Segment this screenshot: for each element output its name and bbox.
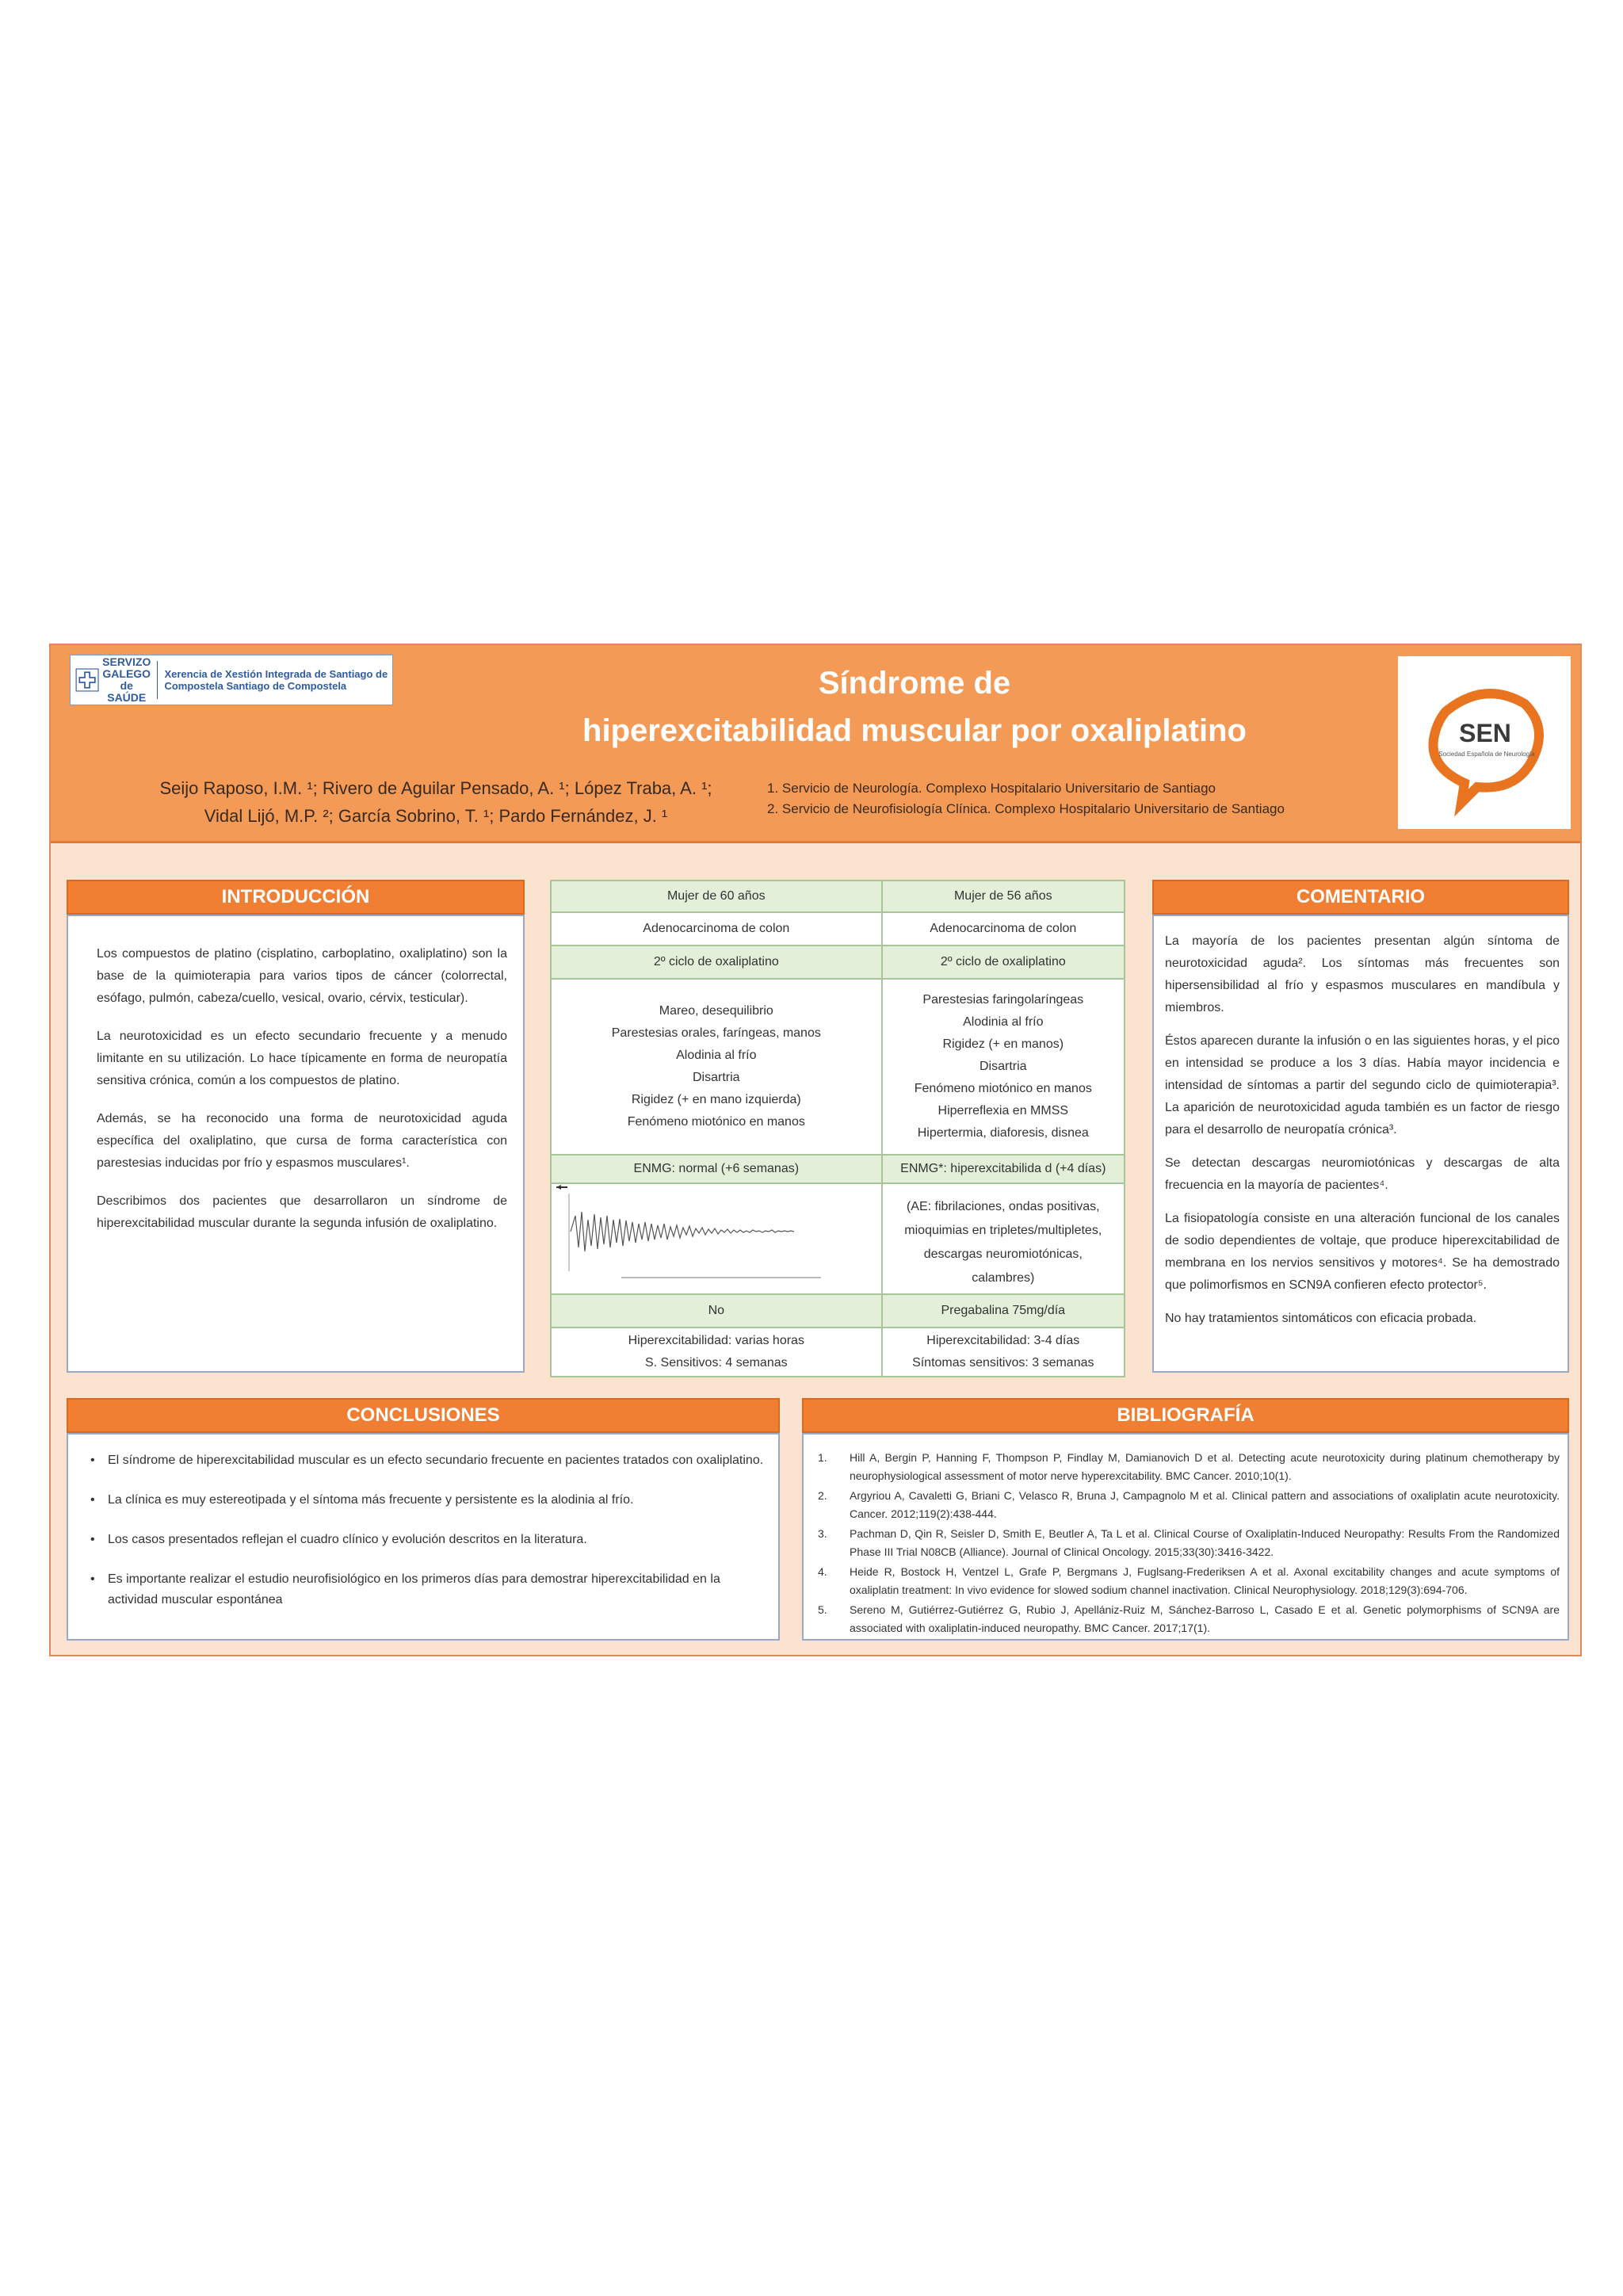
header-banner: [51, 645, 1580, 843]
case1-diagnosis: Adenocarcinoma de colon: [551, 912, 882, 946]
reference-item: [815, 1563, 1560, 1599]
case1-symptoms: [551, 979, 882, 1155]
case1-symptom: Alodinia al frío: [676, 1049, 757, 1062]
conclusion-item: • Los casos presentados reflejan el cuadro clínico y evolución descritos en la literatura.: [90, 1530, 770, 1550]
case2-diagnosis: Adenocarcinoma de colon: [882, 912, 1125, 946]
sergas-cross-icon: [75, 659, 99, 701]
reference-number: 2.: [818, 1489, 827, 1502]
bibliography-heading: BIBLIOGRAFÍA: [802, 1398, 1569, 1433]
table-row: [551, 946, 1125, 979]
case1-emg-result: ENMG: normal (+6 semanas): [552, 1156, 881, 1184]
poster-title: [447, 659, 1382, 755]
case2-symptom: Parestesias faringolaríngeas: [922, 993, 1084, 1007]
comment-paragraph-5: No hay tratamientos sintomáticos con eficacia probada.: [1165, 1312, 1477, 1325]
xerencia-name: Xerencia de Xestión Integrada de Santiago de Compostela Santiago de Compostela: [164, 668, 388, 692]
conclusions-panel: [67, 1433, 780, 1641]
case2-symptom: Hiperreflexia en MMSS: [938, 1104, 1069, 1117]
case1-duration: [551, 1328, 882, 1377]
reference-item: [815, 1487, 1560, 1523]
intro-heading: INTRODUCCIÓN: [67, 880, 525, 915]
case2-symptom: Hipertermia, diaforesis, disnea: [917, 1126, 1089, 1140]
case2-emg: [882, 1155, 1125, 1294]
reference-number: 4.: [818, 1565, 827, 1578]
case2-cycle: 2º ciclo de oxaliplatino: [882, 946, 1125, 979]
sergas-name: SERVIZO GALEGO de SAÚDE: [102, 655, 151, 704]
case1-symptom: Mareo, desequilibrio: [659, 1004, 773, 1018]
authors-line-2: Vidal Lijó, M.P. ²; García Sobrino, T. ¹; Pardo Fernández, J. ¹: [204, 806, 668, 826]
case1-symptom: Disartria: [693, 1071, 740, 1084]
case2-symptom: Alodinia al frío: [963, 1015, 1044, 1029]
intro-panel: [67, 915, 525, 1373]
conclusion-item: • El síndrome de hiperexcitabilidad muscular es un efecto secundario frecuente en pacientes tratados con oxaliplatino.: [90, 1450, 770, 1471]
intro-paragraph-3: Además, se ha reconocido una forma de neurotoxicidad aguda específica del oxaliplatino, que cursa de forma característica con parestesias inducidas por frío y espasmos musculares¹.: [97, 1112, 507, 1170]
affiliation-2: 2. Servicio de Neurofisiología Clínica. Complexo Hospitalario Universitario de Santiago: [767, 801, 1285, 816]
table-row: [551, 1328, 1125, 1377]
case2-treatment: Pregabalina 75mg/día: [882, 1294, 1125, 1328]
title-line-2: hiperexcitabilidad muscular por oxaliplatino: [582, 713, 1247, 748]
authors: [95, 774, 777, 830]
affiliations: [767, 778, 1480, 819]
comment-paragraph-2: Éstos aparecen durante la infusión o en las siguientes horas, y el pico en intensidad se produce a los 3 días. Había mayor incidencia e intensidad de síntomas a partir del segundo ciclo de quimioterapia³. La aparición de neurotoxicidad aguda también es un factor de riesgo para el desarrollo de neuropatía crónica³.: [1165, 1034, 1560, 1137]
table-row: [551, 1155, 1125, 1294]
conclusions-heading: CONCLUSIONES: [67, 1398, 780, 1433]
case2-duration: [882, 1328, 1125, 1377]
affiliation-1: 1. Servicio de Neurología. Complexo Hospitalario Universitario de Santiago: [767, 781, 1216, 796]
case1-duration-line: Hiperexcitabilidad: varias horas: [628, 1334, 804, 1347]
case2-symptoms: [882, 979, 1125, 1155]
case2-symptom: Fenómeno miotónico en manos: [914, 1082, 1092, 1095]
case1-symptom: Rigidez (+ en mano izquierda): [631, 1093, 801, 1106]
case2-emg-result: ENMG*: hiperexcitabilida d (+4 días): [883, 1156, 1124, 1184]
reference-text: Sereno M, Gutiérrez-Gutiérrez G, Rubio J, Apellániz-Ruiz M, Sánchez-Barroso L, Casado E et al. Genetic polymorphisms of SCN9A are associated with oxaliplatin-induced neuropathy. BMC Cancer. 2017;17(1).: [850, 1603, 1560, 1634]
reference-text: Hill A, Bergin P, Hanning F, Thompson P, Findlay M, Damianovich D et al. Detecting acute neurotoxicity during platinum chemotherapy by neurophysiological assessment of motor nerve hyperexcitability. BMC Cancer. 2010;10(1).: [850, 1451, 1560, 1482]
case2-emg-detail: mioquimias en tripletes/multipletes,: [904, 1224, 1102, 1237]
reference-item: [815, 1601, 1560, 1637]
emg-trace-image: [552, 1184, 832, 1286]
case1-symptom: Parestesias orales, faríngeas, manos: [611, 1026, 821, 1040]
intro-paragraph-1: Los compuestos de platino (cisplatino, carboplatino, oxaliplatino) son la base de la quimioterapia para varios tipos de cáncer (colorrectal, esófago, pulmón, cabeza/cuello, vesical, ovario, cérvix, testicular).: [97, 947, 507, 1005]
comment-panel: [1152, 915, 1569, 1373]
intro-paragraph-2: La neurotoxicidad es un efecto secundario frecuente y a menudo limitante en su utilización. Lo hace típicamente en forma de neuropatía sensitiva crónica, común a los compuestos de platino.: [97, 1030, 507, 1087]
comment-paragraph-4: La fisiopatología consiste en una alteración funcional de los canales de sodio dependientes de voltaje, que produce hiperexcitabilidad de membrana en los nervios sensitivos y motores⁴. Se ha demostrado que polimorfismos en SCN9A confieren efecto protector⁵.: [1165, 1212, 1560, 1292]
case2-duration-line: Síntomas sensitivos: 3 semanas: [912, 1356, 1094, 1370]
case2-emg-detail: calambres): [972, 1271, 1035, 1285]
comment-paragraph-3: Se detectan descargas neuromiotónicas y descargas de alta frecuencia en la mayoría de pacientes⁴.: [1165, 1156, 1560, 1192]
title-line-1: Síndrome de: [818, 666, 1011, 701]
case2-symptom: Disartria: [980, 1060, 1027, 1073]
bibliography-panel: [802, 1433, 1569, 1641]
case2-symptom: Rigidez (+ en manos): [942, 1037, 1064, 1051]
intro-paragraph-4: Describimos dos pacientes que desarrollaron un síndrome de hiperexcitabilidad muscular durante la segunda infusión de oxaliplatino.: [97, 1194, 507, 1230]
reference-text: Argyriou A, Cavaletti G, Briani C, Velasco R, Bruna J, Campagnolo M et al. Clinical pattern and associations of oxaliplatin acute neurotoxicity. Cancer. 2012;119(2):438-444.: [850, 1489, 1560, 1520]
case1-symptom: Fenómeno miotónico en manos: [627, 1115, 805, 1129]
case1-patient: Mujer de 60 años: [551, 881, 882, 912]
reference-number: 1.: [818, 1451, 827, 1464]
table-row: [551, 979, 1125, 1155]
case2-emg-detail: (AE: fibrilaciones, ondas positivas,: [906, 1200, 1100, 1213]
comment-paragraph-1: La mayoría de los pacientes presentan algún síntoma de neurotoxicidad aguda². Los síntomas más frecuentes son hipersensibilidad al frío y espasmos musculares en mandíbula y miembros.: [1165, 934, 1560, 1014]
case1-treatment: No: [551, 1294, 882, 1328]
sen-logo: [1398, 656, 1571, 829]
logo-divider: [157, 661, 158, 699]
authors-line-1: Seijo Raposo, I.M. ¹; Rivero de Aguilar Pensado, A. ¹; López Traba, A. ¹;: [159, 778, 712, 798]
case1-duration-line: S. Sensitivos: 4 semanas: [644, 1356, 788, 1370]
conclusion-item: • Es importante realizar el estudio neurofisiológico en los primeros días para demostrar hiperexcitabilidad en la actividad muscular espontánea: [90, 1569, 770, 1610]
reference-item: [815, 1449, 1560, 1485]
sen-logo-label: SEN: [1459, 719, 1511, 747]
sergas-logo: [70, 655, 393, 705]
case2-duration-line: Hiperexcitabilidad: 3-4 días: [926, 1334, 1080, 1347]
table-row: [551, 881, 1125, 912]
case2-patient: Mujer de 56 años: [882, 881, 1125, 912]
conclusion-item: • La clínica es muy estereotipada y el síntoma más frecuente y persistente es la alodinia al frío.: [90, 1490, 770, 1511]
comment-heading: COMENTARIO: [1152, 880, 1569, 915]
reference-number: 3.: [818, 1527, 827, 1540]
case2-emg-detail: descargas neuromiotónicas,: [923, 1247, 1083, 1261]
cases-table: [550, 880, 1125, 1377]
case1-emg: [551, 1155, 882, 1294]
reference-number: 5.: [818, 1603, 827, 1616]
table-row: [551, 912, 1125, 946]
sen-logo-icon: [1398, 656, 1571, 829]
reference-text: Pachman D, Qin R, Seisler D, Smith E, Beutler A, Ta L et al. Clinical Course of Oxaliplatin-Induced Neuropathy: Results From the Randomized Phase III Trial N08CB (Alliance). Journal of Clinical Oncology. 2015;33(30):3416-3422.: [850, 1527, 1560, 1558]
reference-item: [815, 1525, 1560, 1561]
reference-text: Heide R, Bostock H, Ventzel L, Grafe P, Bergmans J, Fuglsang-Frederiksen A et al. Axonal excitability changes and acute symptoms of oxaliplatin treatment: In vivo evidence for slowed sodium channel inactivation. Clinical Neurophysiology. 2018;129(3):694-706.: [850, 1565, 1560, 1596]
case2-emg-details: [883, 1184, 1124, 1290]
sen-logo-subtitle: Sociedad Española de Neurología: [1438, 751, 1535, 758]
poster: [49, 644, 1582, 1656]
table-row: [551, 1294, 1125, 1328]
case1-cycle: 2º ciclo de oxaliplatino: [551, 946, 882, 979]
